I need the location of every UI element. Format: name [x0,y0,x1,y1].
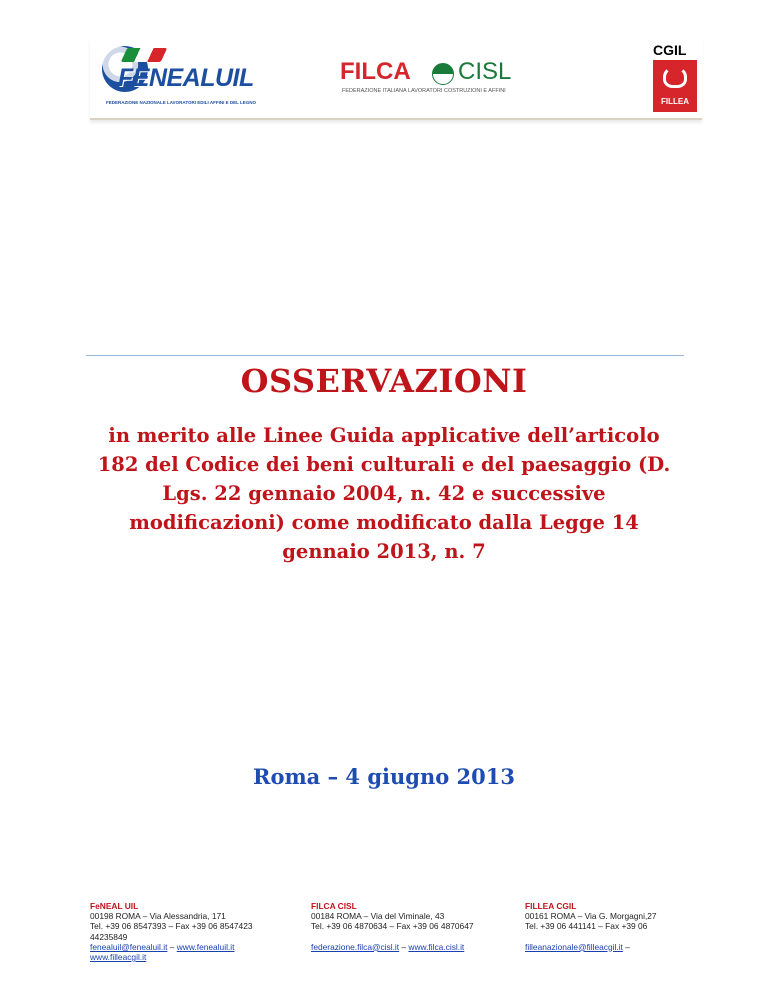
fillea-badge [653,60,697,112]
document-date: Roma – 4 giugno 2013 [253,764,515,789]
document-subtitle: in merito alle Linee Guida applicative dell’articolo 182 del Codice dei beni culturali e del paesaggio (D. Lgs. 22 gennaio 2004, n. 42 e successive modificazioni) come modificato dalla Legge 14 gennaio 2013, n. 7 [97,424,671,563]
footer-phone-continued: 44235849 [90,931,128,942]
footer-contacts [90,942,290,952]
filca-logo-subtitle: FEDERAZIONE ITALIANA LAVORATORI COSTRUZIONI E AFFINI [342,88,506,94]
footer-address: 00184 ROMA – Via del Viminale, 43 [311,911,445,922]
filca-emblem-icon [432,63,454,85]
footer-contacts [525,942,715,952]
footer-feneal [90,901,290,962]
footer-org-name: FILLEA CGIL [525,901,577,911]
footer-separator: – [622,941,630,952]
footer-contacts [311,942,501,952]
cgil-fillea-logo [647,38,703,116]
document-title: OSSERVAZIONI [240,362,528,400]
logo-header [90,38,702,120]
footer-filca [311,901,501,952]
footer-email-link[interactable]: fenealuil@fenealuil.it [90,941,168,952]
footer-fillea [525,901,715,952]
filca-cisl-logo [340,58,540,98]
footer-separator: – [399,941,409,952]
footer-web-link[interactable]: www.filca.cisl.it [408,941,465,952]
footer-email-link[interactable]: filleanazionale@filleacgil.it [525,941,623,952]
footer-web-link-2[interactable]: www.filleacgil.it [90,952,147,963]
footer-org-name: FILCA CISL [311,901,357,911]
footer-phone: Tel. +39 06 441141 – Fax +39 06 [525,921,648,932]
fillea-logo-name: FILLEA [661,97,689,106]
flag-icon [121,48,168,62]
footer-phone: Tel. +39 06 8547393 – Fax +39 06 8547423 [90,921,253,932]
footer-email-link[interactable]: federazione.filca@cisl.it [311,941,400,952]
footer-separator: – [167,941,177,952]
title-divider [86,355,684,356]
footer-address: 00198 ROMA – Via Alessandria, 171 [90,911,226,922]
filca-logo-name: FILCA [340,58,411,85]
cgil-logo-name: CGIL [653,42,687,58]
footer-org-name: FeNEAL UIL [90,901,139,911]
feneal-logo-name: FENEALUIL [118,64,254,92]
footer-phone: Tel. +39 06 4870634 – Fax +39 06 4870647 [311,921,474,932]
footer-web-link[interactable]: www.fenealuil.it [176,941,235,952]
feneal-uil-logo [98,44,278,110]
cisl-logo-name: CISL [458,58,512,85]
fillea-emblem-icon [663,66,687,88]
footer-address: 00161 ROMA – Via G. Morgagni,27 [525,911,657,922]
feneal-logo-subtitle: FEDERAZIONE NAZIONALE LAVORATORI EDILI AFFINI E DEL LEGNO [106,100,257,105]
